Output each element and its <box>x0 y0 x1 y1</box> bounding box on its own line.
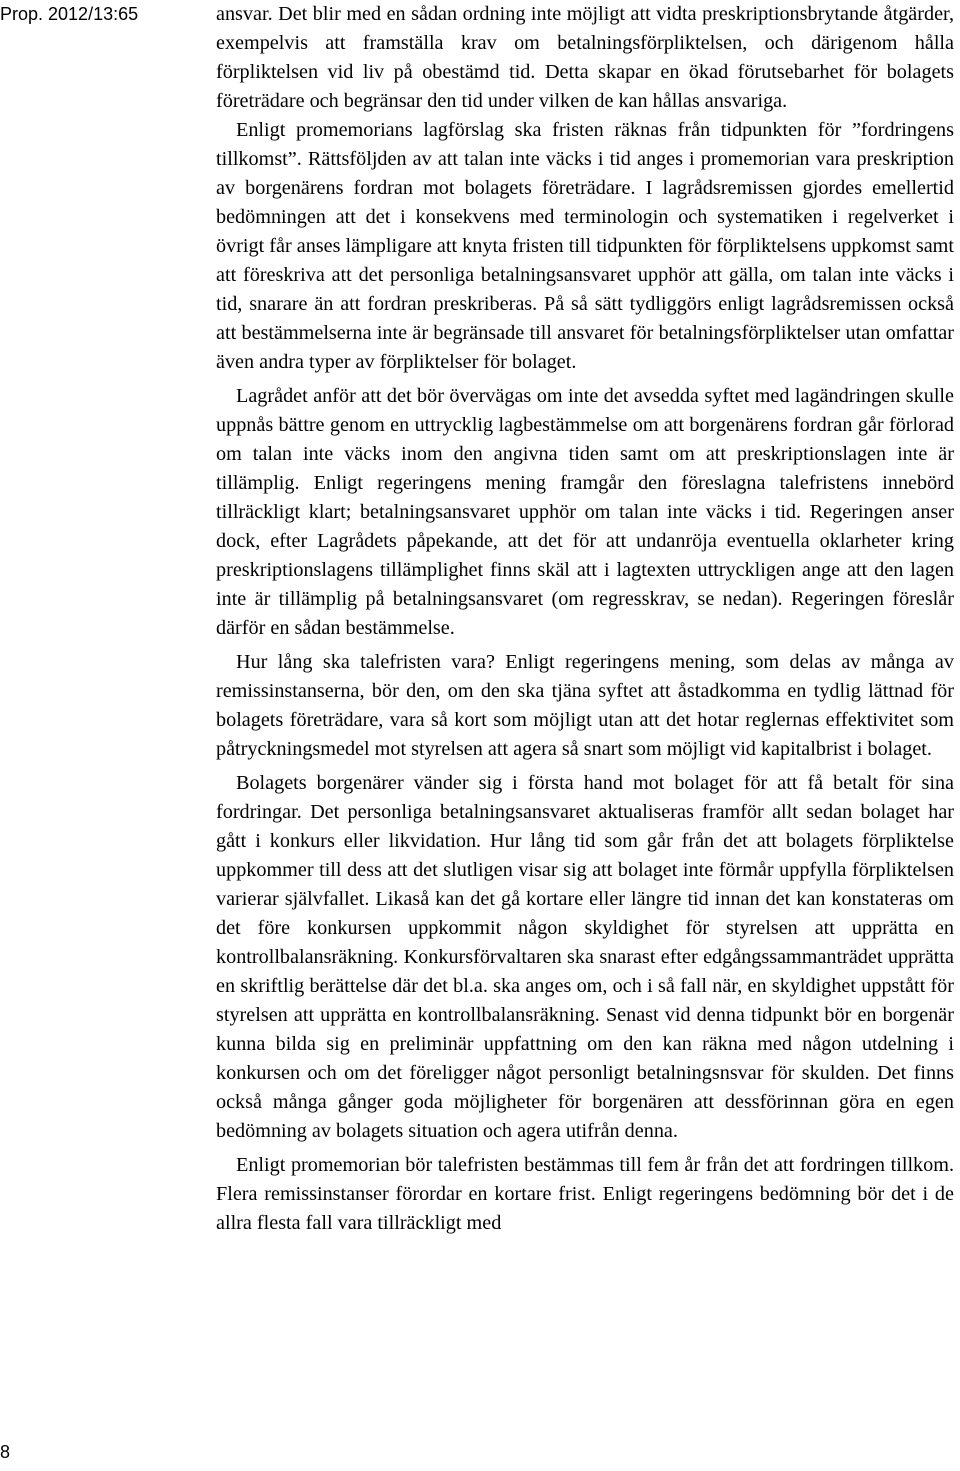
body-text <box>216 0 954 1238</box>
paragraph: Enligt promemorians lagförslag ska fristen räknas från tidpunkten för ”fordringens tillkomst”. Rättsföljden av att talan inte väcks i tid anges i promemorian vara preskription av borgenärens fordran mot bolagets företrädare. I lagrådsremissen gjordes emellertid bedömningen att det i konsekvens med terminologin och systematiken i regelverket i övrigt får anses lämpligare att knyta fristen till tidpunkten för förpliktelsens uppkomst samt att föreskriva att det personliga betalningsansvaret upphör att gälla, om talan inte väcks i tid, snarare än att fordran preskriberas. På så sätt tydliggörs enligt lagrådsremissen också att bestämmelserna inte är begränsade till ansvaret för betalningsförpliktelser utan omfattar även andra typer av förpliktelser för bolaget. <box>216 119 954 373</box>
paragraph: Lagrådet anför att det bör övervägas om inte det avsedda syftet med lagändringen skulle uppnås bättre genom en uttrycklig lagbestämmelse om att borgenärens fordran går förlorad om talan inte väcks inom den angivna tiden samt om att preskriptionslagen inte är tillämplig. Enligt regeringens mening framgår den föreslagna talefristens innebörd tillräckligt klart; betalningsansvaret upphör om talan inte väcks i tid. Regeringen anser dock, efter Lagrådets påpekande, att det för att undanröja eventuella oklarheter kring preskriptionslagens tillämplighet finns skäl att i lagtexten uttryckligen ange att den lagen inte är tillämplig på betalningsansvaret (om regresskrav, se nedan). Regeringen föreslår därför en sådan bestämmelse. <box>216 385 954 639</box>
paragraph: Enligt promemorian bör talefristen bestämmas till fem år från det att fordringen tillkom. Flera remissinstanser förordar en kortare frist. Enligt regeringens bedömning bör det i de allra flesta fall vara tillräckligt med <box>216 1154 954 1234</box>
paragraph: Hur lång ska talefristen vara? Enligt regeringens mening, som delas av många av remissinstanserna, bör den, om den ska tjäna syftet att åstadkomma en tydlig lättnad för bolagets företrädare, vara så kort som möjligt utan att det hotar reglernas effektivitet som påtryckningsmedel mot styrelsen att agera så snart som möjligt vid kapitalbrist i bolaget. <box>216 651 954 760</box>
paragraph-continuation: ansvar. Det blir med en sådan ordning inte möjligt att vidta preskriptionsbrytande åtgärder, exempelvis att framställa krav om betalningsförpliktelsen, och därigenom hålla förpliktelsen vid liv på obestämd tid. Detta skapar en ökad förutsebarhet för bolagets företrädare och begränsar den tid under vilken de kan hållas ansvariga. <box>216 3 954 112</box>
document-reference: Prop. 2012/13:65 <box>0 4 139 24</box>
page-number: 8 <box>0 1442 11 1462</box>
paragraph: Bolagets borgenärer vänder sig i första hand mot bolaget för att få betalt för sina fordringar. Det personliga betalningsansvaret aktualiseras framför allt sedan bolaget har gått i konkurs eller likvidation. Hur lång tid som går från det att bolagets förpliktelse uppkommer till dess att det slutligen visar sig att bolaget inte förmår uppfylla förpliktelsen varierar självfallet. Likaså kan det gå kortare eller längre tid innan det kan konstateras om det före konkursen uppkommit någon skyldighet för styrelsen att upprätta en kontrollbalansräkning. Konkursförvaltaren ska snarast efter edgångssammanträdet upprätta en skriftlig berättelse där det bl.a. ska anges om, och i så fall när, en skyldighet uppstått för styrelsen att upprätta en kontrollbalansräkning. Senast vid denna tidpunkt bör en borgenär kunna bilda sig en preliminär uppfattning om den kan räkna med någon utdelning i konkursen och om det föreligger något personligt betalningsnsvar för skulden. Det finns också många gånger goda möjligheter för borgenären att dessförinnan göra en egen bedömning av bolagets situation och agera utifrån denna. <box>216 772 954 1142</box>
